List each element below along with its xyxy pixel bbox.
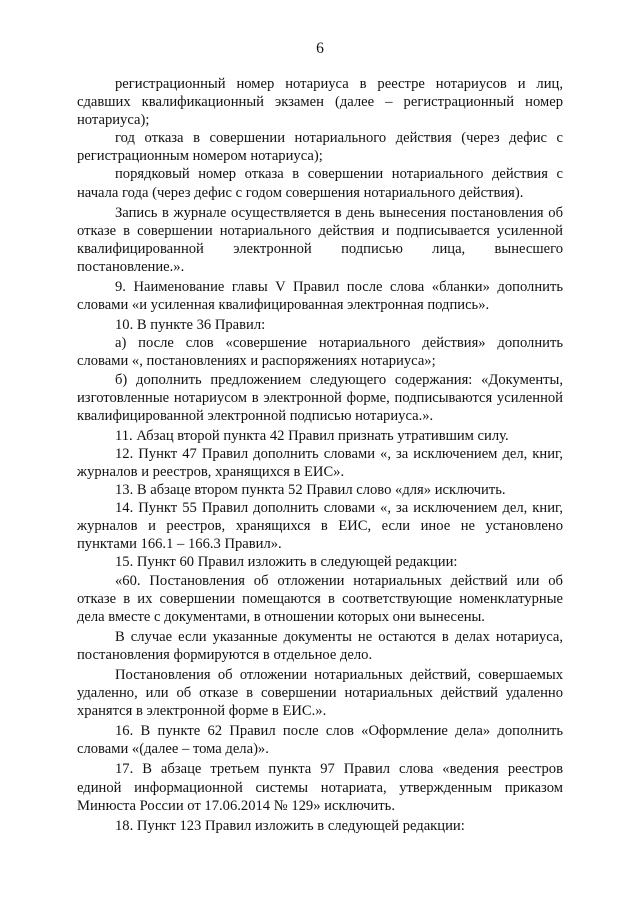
paragraph-registration-number: регистрационный номер нотариуса в реестре нотариусов и лиц, сдавших квалификационный экзамен (далее – регистрационный номер нотариуса); bbox=[77, 76, 563, 129]
paragraph-serial-number: порядковый номер отказа в совершении нотариального действия с начала года (через дефис с годом совершения нотариального действия). bbox=[77, 166, 563, 201]
document-body bbox=[77, 75, 563, 835]
paragraph-item-13: 13. В абзаце втором пункта 52 Правил слово «для» исключить. bbox=[115, 482, 506, 499]
paragraph-journal-entry: Запись в журнале осуществляется в день вынесения постановления об отказе в совершении нотариального действия и подписывается усиленной квалифицированной электронной подписью лица, вынесшего постановление.». bbox=[77, 204, 563, 275]
paragraph-item-14: 14. Пункт 55 Правил дополнить словами «, за исключением дел, книг, журналов и реестров, хранящихся в ЕИС, если иное не установлено пунктами 166.1 – 166.3 Правил». bbox=[77, 500, 563, 553]
page-number: 6 bbox=[316, 40, 324, 57]
paragraph-item-10: 10. В пункте 36 Правил: bbox=[115, 317, 266, 334]
paragraph-remote-storage: Постановления об отложении нотариальных действий, совершаемых удаленно, или об отказе в совершении нотариальных действий удаленно хранятся в электронной форме в ЕИС.». bbox=[77, 667, 563, 720]
paragraph-item-10b: б) дополнить предложением следующего содержания: «Документы, изготовленные нотариусом в электронной форме, подписываются усиленной квалифицированной электронной подписью нотариуса.». bbox=[77, 371, 563, 424]
paragraph-item-15: 15. Пункт 60 Правил изложить в следующей редакции: bbox=[115, 554, 458, 571]
paragraph-item-17: 17. В абзаце третьем пункта 97 Правил слова «ведения реестров единой информационной системы нотариата, утвержденным приказом Минюста России от 17.06.2014 № 129» исключить. bbox=[77, 761, 563, 814]
paragraph-item-11: 11. Абзац второй пункта 42 Правил признать утратившим силу. bbox=[115, 427, 509, 444]
paragraph-item-9: 9. Наименование главы V Правил после слова «бланки» дополнить словами «и усиленная квалифицированная электронная подпись». bbox=[77, 279, 563, 314]
paragraph-item-16: 16. В пункте 62 Правил после слов «Оформление дела» дополнить словами «(далее – тома дела)». bbox=[77, 723, 563, 758]
paragraph-item-60-text: «60. Постановления об отложении нотариальных действий или об отказе в их совершении помещаются в соответствующие номенклатурные дела вместе с документами, в отношении которых они вынесены. bbox=[77, 572, 563, 625]
paragraph-separate-case: В случае если указанные документы не остаются в делах нотариуса, постановления формируются в отдельное дело. bbox=[77, 628, 563, 663]
paragraph-refusal-year: год отказа в совершении нотариального действия (через дефис с регистрационным номером нотариуса); bbox=[77, 130, 563, 165]
paragraph-item-12: 12. Пункт 47 Правил дополнить словами «, за исключением дел, книг, журналов и реестров, хранящихся в ЕИС». bbox=[77, 445, 563, 480]
paragraph-item-18: 18. Пункт 123 Правил изложить в следующей редакции: bbox=[115, 817, 465, 834]
paragraph-item-10a: а) после слов «совершение нотариального действия» дополнить словами «, постановлениях и распоряжениях нотариуса»; bbox=[77, 335, 563, 370]
